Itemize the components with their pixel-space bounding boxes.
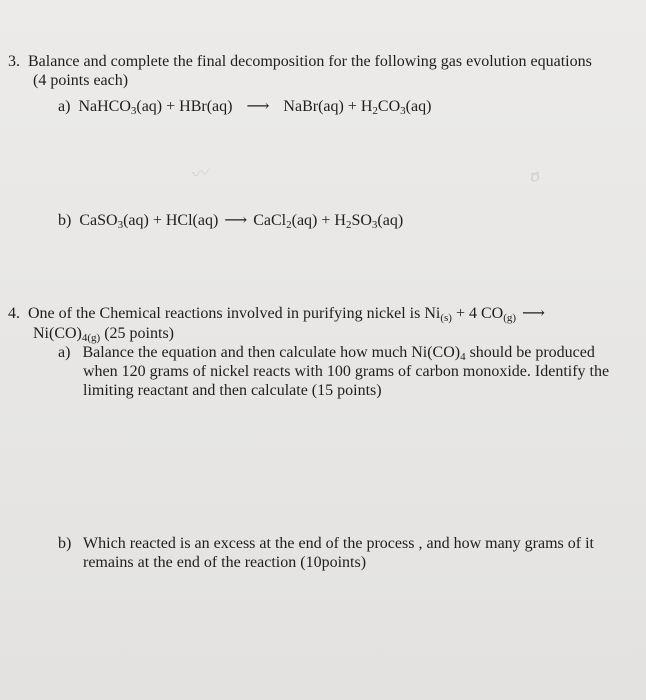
q3b-equation: b) CaSO$_3$(aq) + HCl(aq) ⟶ CaCl$_2$(aq) + $H_2SO_3(aq)$ xyxy=(58,212,404,231)
q4-line1: 4. One of the Chemical reactions involved in purifying nickel is $Ni_{(s)} + 4$ $CO_{(g)}$ ⟶ xyxy=(8,305,545,324)
q4b-line1: b) Which reacted is an excess at the end of the process , and how many grams of it xyxy=(58,535,594,552)
q3-title-text: Balance and complete the final decomposition for the following gas evolution equations xyxy=(28,53,592,70)
q3-number: 3. xyxy=(8,53,20,70)
q3-title-line2: (4 points each) xyxy=(33,72,129,89)
faint-pen-mark-2: ʊ xyxy=(527,164,542,186)
q3-title-line1 xyxy=(8,52,592,71)
q3b-arrow: ⟶ xyxy=(224,212,248,229)
q4b-line2: remains at the end of the reaction (10points) xyxy=(83,554,367,571)
q4a-label: a) xyxy=(58,344,71,361)
q4a-line2: when 120 grams of nickel reacts with 100 grams of carbon monoxide. Identify the xyxy=(83,363,610,380)
q4-arrow: ⟶ xyxy=(522,305,545,322)
q4a-line3: limiting reactant and then calculate (15 points) xyxy=(83,382,382,399)
q3b-label: b) xyxy=(58,212,72,229)
faint-pen-mark: 〰 xyxy=(188,162,211,186)
q3a-label: a) xyxy=(58,98,71,115)
q4-line2: $Ni(CO)_{4(g)}$ (25 points) xyxy=(33,325,174,344)
q3a-arrow: ⟶ xyxy=(246,98,270,115)
q4b-label: b) xyxy=(58,535,72,552)
q4a-line1: a) Balance the equation and then calculate how much $Ni(CO)_4$ should be produced xyxy=(58,344,595,363)
q3a-equation: a) NaHCO$_3$(aq) + HBr(aq) ⟶ NaBr(aq) + $H_2CO_3(aq)$ xyxy=(58,98,432,117)
q4-number: 4. xyxy=(8,305,20,322)
